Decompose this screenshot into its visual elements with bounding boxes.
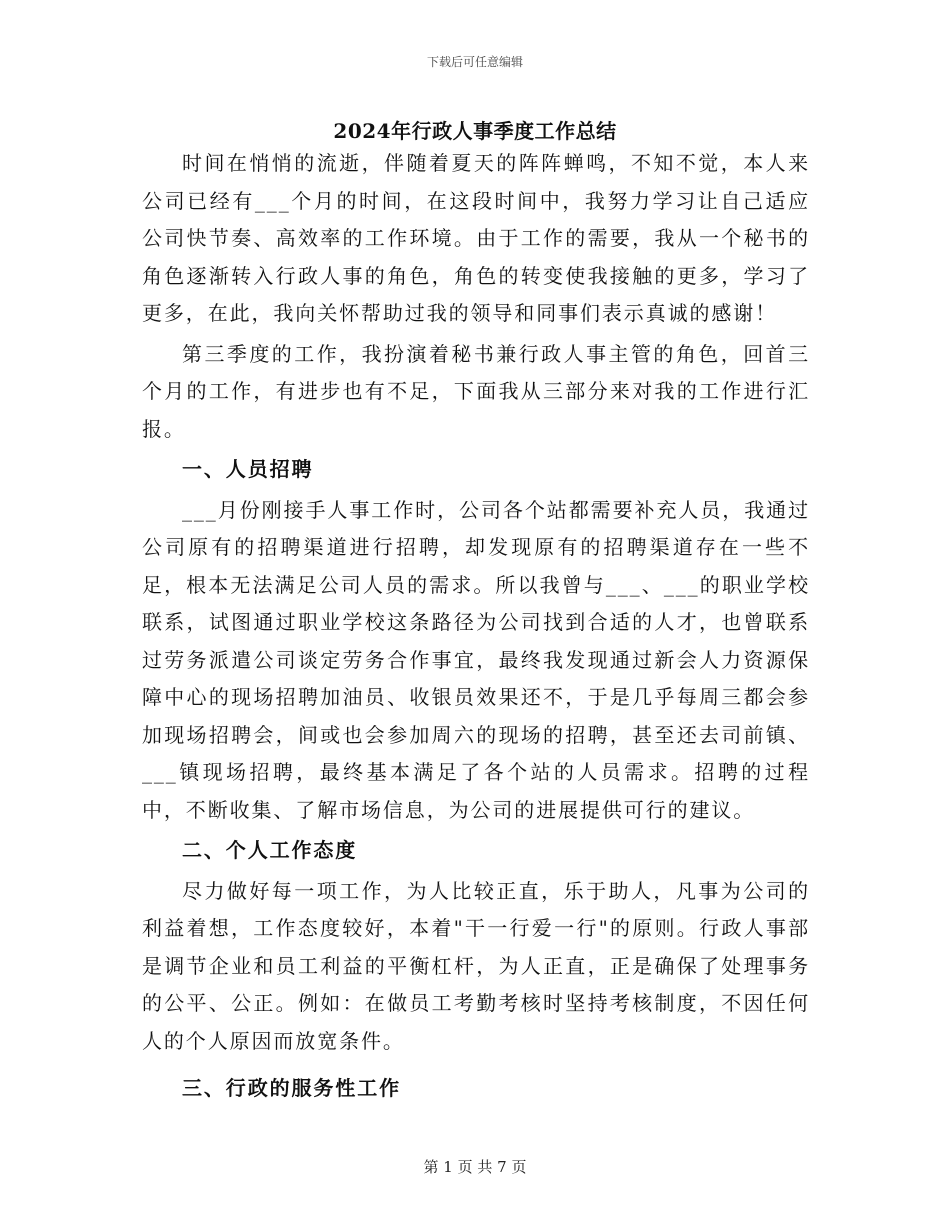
document-title: 2024年行政人事季度工作总结 — [333, 119, 617, 143]
section-heading-recruitment: 一、人员招聘 — [182, 457, 314, 481]
page-header-note: 下载后可任意编辑 — [426, 55, 523, 69]
page-number: 第 1 页 共 7 页 — [423, 1158, 527, 1176]
section-heading-service: 三、行政的服务性工作 — [182, 1076, 401, 1100]
paragraph-recruitment: ___月份刚接手人事工作时，公司各个站都需要补充人员，我通过公司原有的招聘渠道进行招聘，却发现原有的招聘渠道存在一些不足，根本无法满足公司人员的需求。所以我曾与___、___的职业学校联系，试图通过职业学校这条路径为公司找到合适的人才，也曾联系过劳务派遣公司谈定劳务合作事宜，最终我发现通过新会人力资源保障中心的现场招聘加油员、收银员效果还不，于是几乎每周三都会参加现场招聘会，间或也会参加周六的现场的招聘，甚至还去司前镇、___镇现场招聘，最终基本满足了各个站的人员需求。招聘的过程中，不断收集、了解市场信息，为公司的进展提供可行的建议。 — [142, 497, 810, 822]
section-heading-attitude: 二、个人工作态度 — [182, 838, 358, 862]
paragraph-intro: 时间在悄悄的流逝，伴随着夏天的阵阵蝉鸣，不知不觉，本人来公司已经有___个月的时间，在这段时间中，我努力学习让自己适应公司快节奏、高效率的工作环境。由于工作的需要，我从一个秘书的角色逐渐转入行政人事的角色，角色的转变使我接触的更多，学习了更多，在此，我向关怀帮助过我的领导和同事们表示真诚的感谢！ — [142, 151, 810, 325]
paragraph-overview: 第三季度的工作，我扮演着秘书兼行政人事主管的角色，回首三个月的工作，有进步也有不足，下面我从三部分来对我的工作进行汇报。 — [142, 341, 810, 441]
paragraph-attitude: 尽力做好每一项工作，为人比较正直，乐于助人，凡事为公司的利益着想，工作态度较好，本着"干一行爱一行"的原则。行政人事部是调节企业和员工利益的平衡杠杆，为人正直，正是确保了处理事务的公平、公正。例如：在做员工考勤考核时坚持考核制度，不因任何人的个人原因而放宽条件。 — [142, 878, 810, 1053]
document-body — [142, 145, 810, 1108]
